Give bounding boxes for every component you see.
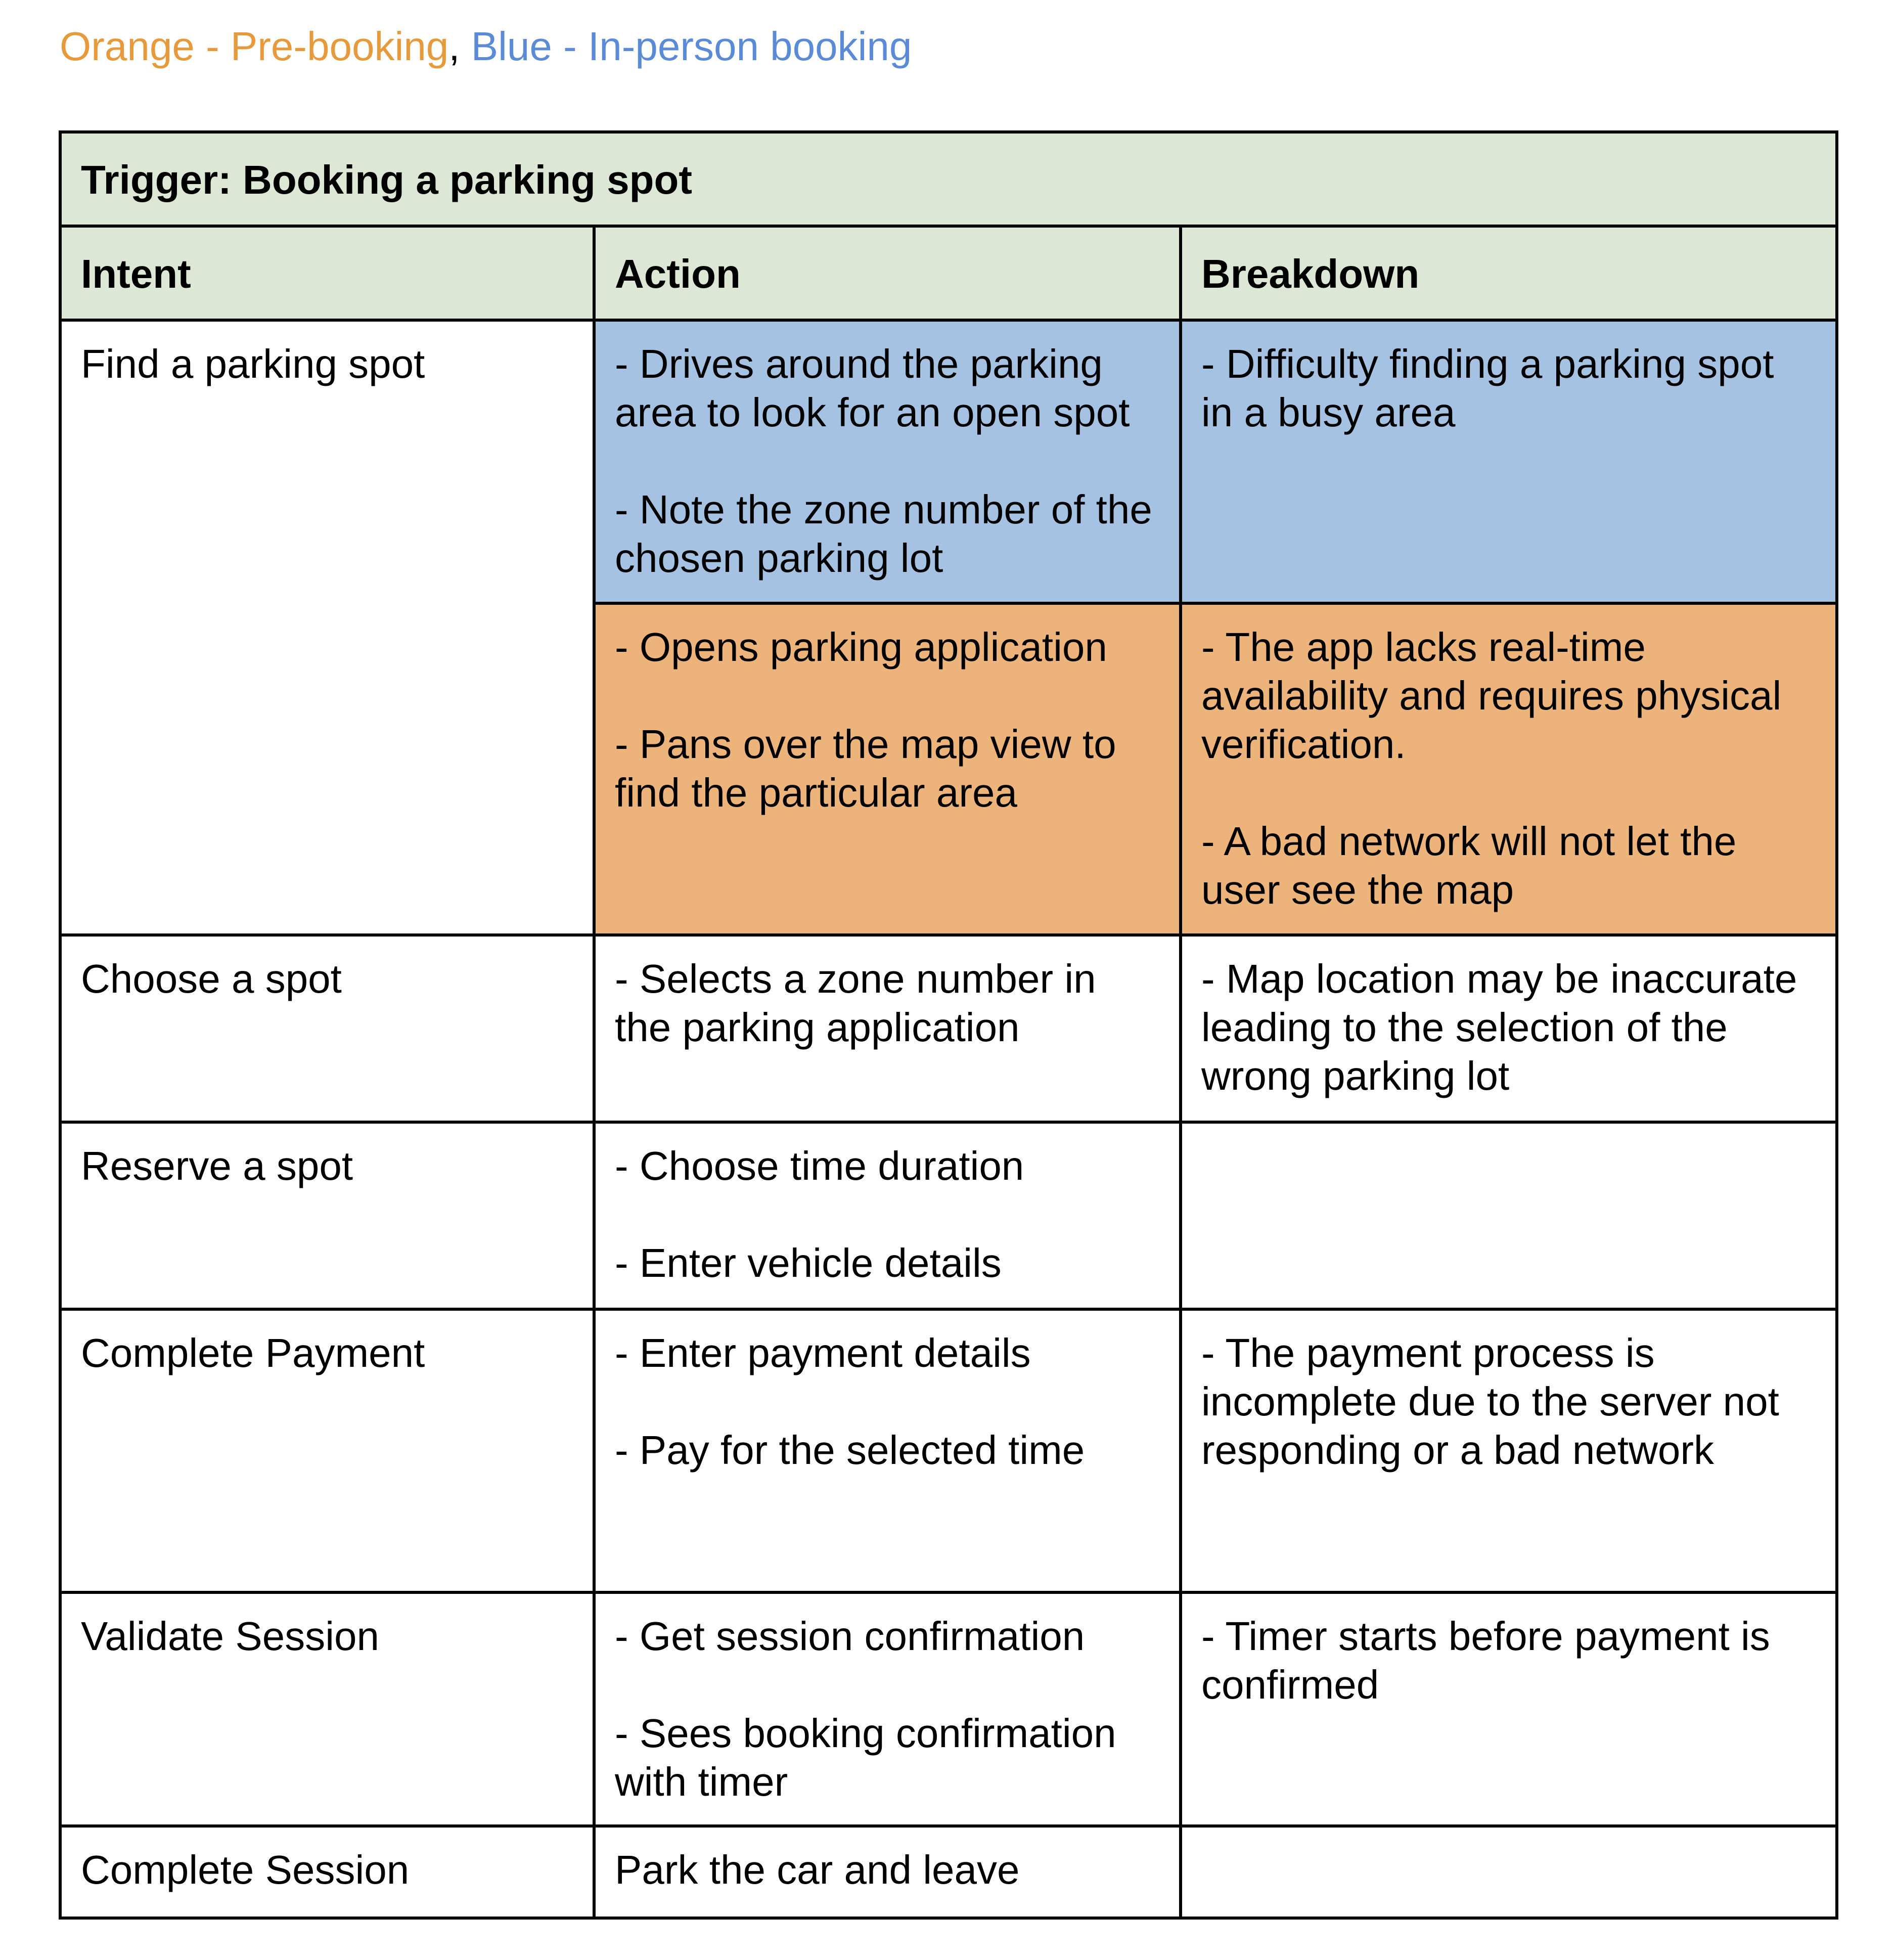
breakdown-item: - Map location may be inaccurate leading to the selection of the wrong parking lot: [1201, 956, 1809, 1098]
action-item: - Selects a zone number in the parking application: [615, 956, 1107, 1050]
intent-cell-validate: Validate Session: [60, 1592, 594, 1826]
table-row-reserve: [60, 1122, 1837, 1309]
color-legend: [60, 22, 912, 71]
breakdown-cell-payment: [1181, 1309, 1837, 1592]
breakdown-cell-reserve: [1181, 1122, 1837, 1309]
intent-cell-complete: Complete Session: [60, 1826, 594, 1918]
breakdown-item: - The app lacks real-time availability and requires physical verification.: [1201, 625, 1793, 767]
user-journey-table: [59, 130, 1838, 1920]
breakdown-cell-choose: [1181, 935, 1837, 1122]
breakdown-cell-find-in-person: [1181, 320, 1837, 603]
action-item: - Sees booking confirmation with timer: [615, 1711, 1127, 1804]
action-cell-complete: [594, 1826, 1181, 1918]
action-cell-choose: [594, 935, 1181, 1122]
breakdown-item: - Difficulty finding a parking spot in a busy area: [1201, 341, 1785, 435]
action-cell-find-in-person: [594, 320, 1181, 603]
action-item: - Opens parking application: [615, 625, 1107, 670]
action-column-header: Action: [594, 226, 1181, 320]
legend-orange-label: Orange - Pre-booking: [60, 24, 449, 69]
intent-cell-payment: Complete Payment: [60, 1309, 594, 1592]
column-header-row: [60, 226, 1837, 320]
action-cell-find-pre-booking: [594, 603, 1181, 935]
trigger-header: Trigger: Booking a parking spot: [60, 132, 1837, 226]
action-item: - Enter payment details: [615, 1330, 1031, 1375]
breakdown-column-header: Breakdown: [1181, 226, 1837, 320]
intent-cell-choose: Choose a spot: [60, 935, 594, 1122]
breakdown-item: - A bad network will not let the user see the map: [1201, 819, 1748, 912]
breakdown-item: - Timer starts before payment is confirmed: [1201, 1614, 1782, 1707]
intent-cell-find: Find a parking spot: [60, 320, 594, 935]
action-item: - Drives around the parking area to look for an open spot: [615, 341, 1130, 435]
action-cell-payment: [594, 1309, 1181, 1592]
legend-blue-label: Blue - In-person booking: [471, 24, 912, 69]
action-item: - Pay for the selected time: [615, 1428, 1085, 1473]
table-row-complete: [60, 1826, 1837, 1918]
action-cell-validate: [594, 1592, 1181, 1826]
trigger-row: [60, 132, 1837, 226]
action-cell-reserve: [594, 1122, 1181, 1309]
action-item: - Note the zone number of the chosen parking lot: [615, 487, 1164, 581]
table-row-find-in-person: [60, 320, 1837, 603]
action-item: - Get session confirmation: [615, 1614, 1085, 1659]
intent-cell-reserve: Reserve a spot: [60, 1122, 594, 1309]
action-item: - Enter vehicle details: [615, 1240, 1002, 1285]
breakdown-cell-complete: [1181, 1826, 1837, 1918]
table-row-payment: [60, 1309, 1837, 1592]
action-item: - Pans over the map view to find the particular area: [615, 722, 1127, 815]
intent-column-header: Intent: [60, 226, 594, 320]
table-row-validate: [60, 1592, 1837, 1826]
action-item: - Choose time duration: [615, 1143, 1024, 1188]
breakdown-cell-find-pre-booking: [1181, 603, 1837, 935]
action-item: Park the car and leave: [615, 1847, 1020, 1892]
breakdown-item: - The payment process is incomplete due to the server not responding or a bad network: [1201, 1330, 1791, 1473]
breakdown-cell-validate: [1181, 1592, 1837, 1826]
legend-separator: ,: [448, 24, 460, 69]
table-row-choose: [60, 935, 1837, 1122]
